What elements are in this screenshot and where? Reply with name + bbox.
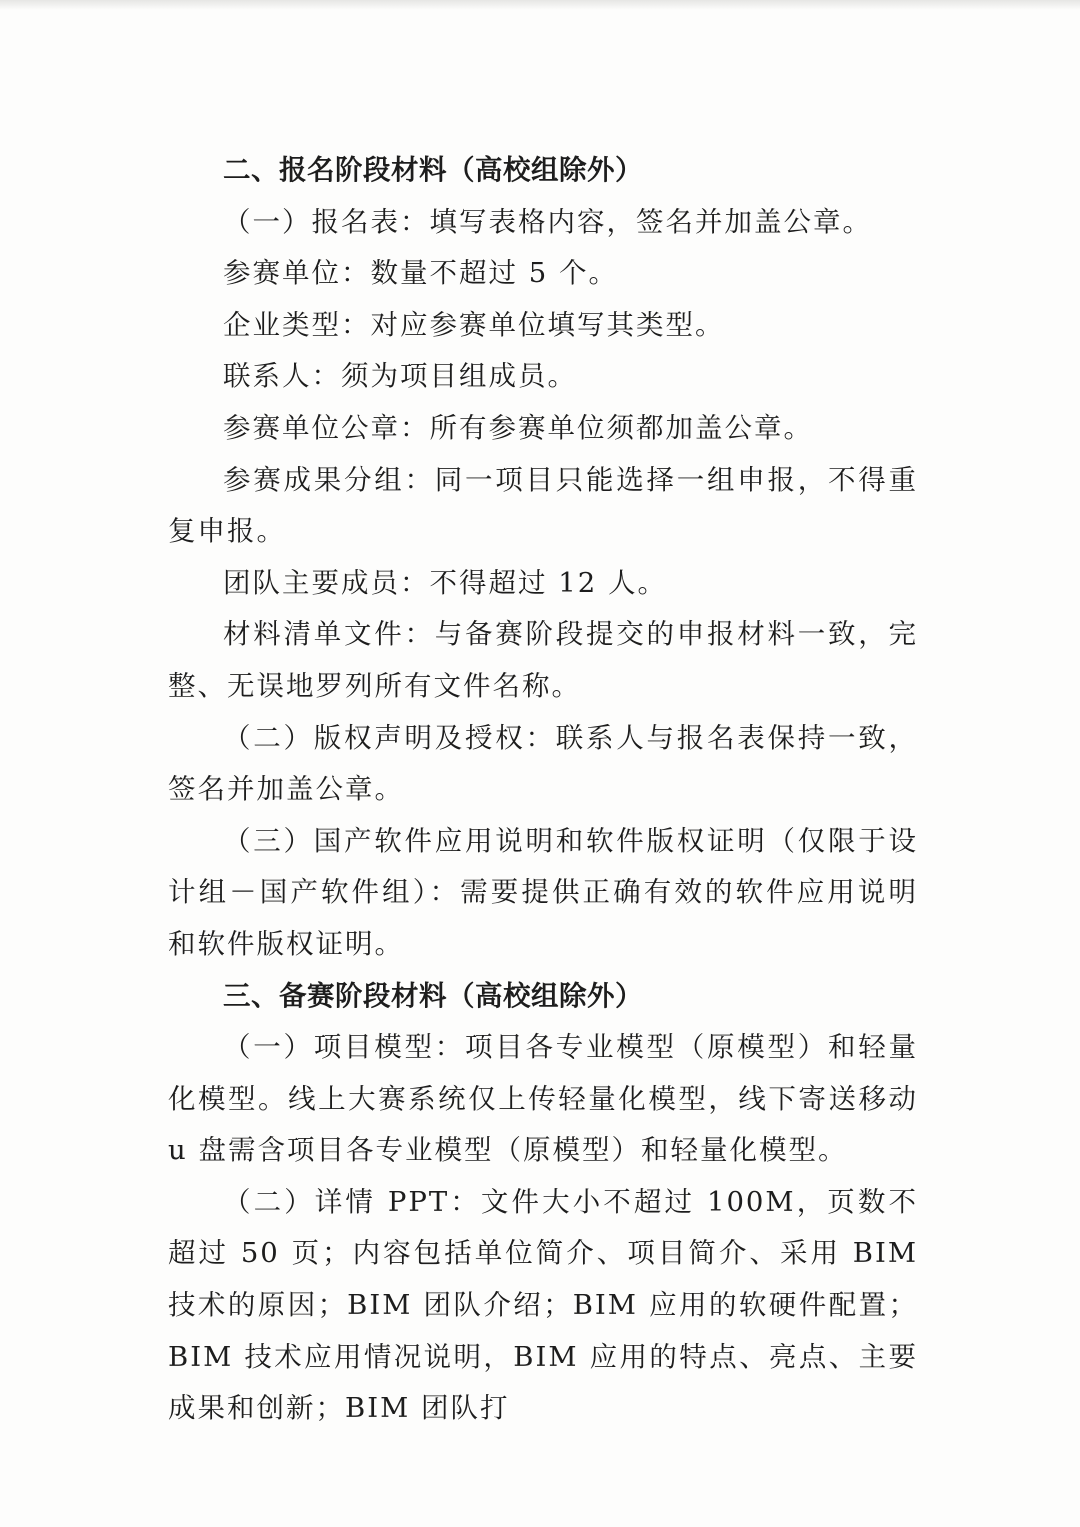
paragraph-enterprise-type: 企业类型：对应参赛单位填写其类型。 xyxy=(223,308,725,341)
paragraph-project-model: （一）项目模型：项目各专业模型（原模型）和轻量化模型。线上大赛系统仅上传轻量化模型，线下寄送移动 u 盘需含项目各专业模型（原模型）和轻量化模型。 xyxy=(168,1031,918,1167)
paragraph-domestic-software: （三）国产软件应用说明和软件版权证明（仅限于设计组－国产软件组）：需要提供正确有效的软件应用说明和软件版权证明。 xyxy=(168,824,918,960)
section-heading-preparation: 三、备赛阶段材料（高校组除外） xyxy=(223,979,643,1012)
paragraph-team-members: 团队主要成员：不得超过 12 人。 xyxy=(223,566,667,599)
paragraph-registration-form: （一）报名表：填写表格内容，签名并加盖公章。 xyxy=(223,205,872,238)
paragraph-copyright-statement: （二）版权声明及授权：联系人与报名表保持一致，签名并加盖公章。 xyxy=(168,721,918,806)
scan-edge xyxy=(0,0,1080,10)
paragraph-participating-units: 参赛单位：数量不超过 5 个。 xyxy=(223,257,618,290)
document-body xyxy=(168,145,918,1435)
section-heading-registration: 二、报名阶段材料（高校组除外） xyxy=(223,154,643,186)
paragraph-result-group: 参赛成果分组：同一项目只能选择一组申报，不得重复申报。 xyxy=(168,463,918,548)
paragraph-detail-ppt: （二）详情 PPT：文件大小不超过 100M，页数不超过 50 页；内容包括单位简介、项目简介、采用 BIM 技术的原因；BIM 团队介绍；BIM 应用的软硬件配置；BIM 技术应用情况说明，BIM 应用的特点、亮点、主要成果和创新；BIM 团队打 xyxy=(168,1185,918,1425)
paragraph-unit-seal: 参赛单位公章：所有参赛单位须都加盖公章。 xyxy=(223,411,813,444)
paragraph-contact-person: 联系人：须为项目组成员。 xyxy=(223,360,577,393)
paragraph-material-list: 材料清单文件：与备赛阶段提交的申报材料一致，完整、无误地罗列所有文件名称。 xyxy=(168,618,918,702)
